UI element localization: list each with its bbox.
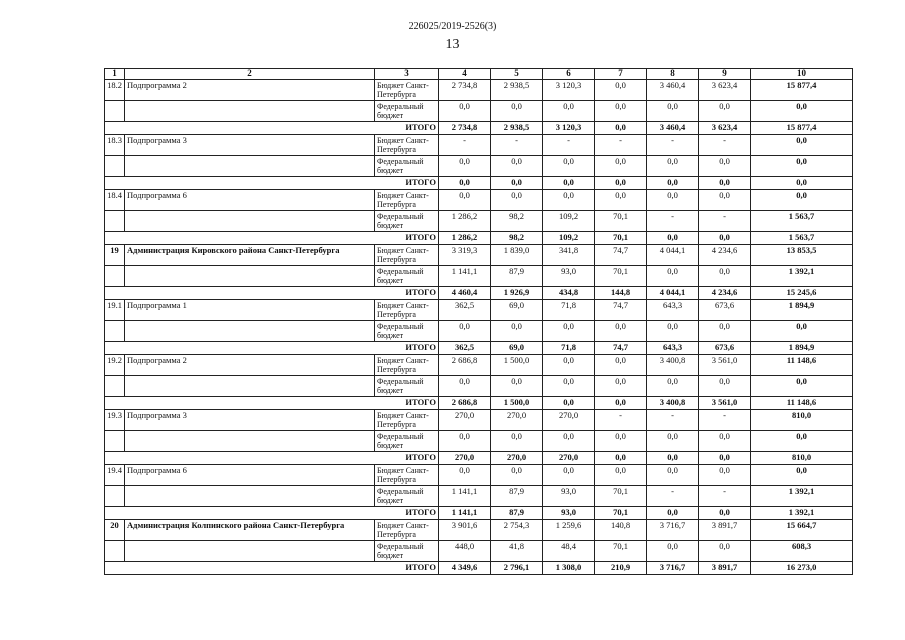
value-cell: 810,0 xyxy=(751,410,853,431)
row-name: Подпрограмма 6 xyxy=(125,465,375,486)
funding-source: Федеральный бюджет xyxy=(375,431,439,452)
total-value-cell: 1 500,0 xyxy=(491,397,543,410)
value-cell: 93,0 xyxy=(543,266,595,287)
row-number-empty xyxy=(105,541,125,562)
value-cell: 0,0 xyxy=(595,431,647,452)
value-cell: 2 734,8 xyxy=(439,80,491,101)
row-number-empty xyxy=(105,266,125,287)
value-cell: 0,0 xyxy=(439,431,491,452)
value-cell: 3 120,3 xyxy=(543,80,595,101)
row-name: Подпрограмма 6 xyxy=(125,190,375,211)
funding-source: Федеральный бюджет xyxy=(375,266,439,287)
value-cell: 0,0 xyxy=(647,465,699,486)
value-cell: 70,1 xyxy=(595,486,647,507)
funding-source: Федеральный бюджет xyxy=(375,156,439,177)
total-row xyxy=(105,177,853,190)
value-cell: 0,0 xyxy=(699,541,751,562)
value-cell: 98,2 xyxy=(491,211,543,232)
row-name-empty xyxy=(125,156,375,177)
value-cell: 0,0 xyxy=(647,541,699,562)
table-row xyxy=(105,156,853,177)
value-cell: 0,0 xyxy=(439,321,491,342)
value-cell: 0,0 xyxy=(647,156,699,177)
value-cell: 41,8 xyxy=(491,541,543,562)
value-cell: 93,0 xyxy=(543,486,595,507)
value-cell: 140,8 xyxy=(595,520,647,541)
total-value-cell: 0,0 xyxy=(647,232,699,245)
value-cell: 87,9 xyxy=(491,486,543,507)
value-cell: 1 839,0 xyxy=(491,245,543,266)
col-header: 4 xyxy=(439,69,491,80)
funding-source: Федеральный бюджет xyxy=(375,376,439,397)
total-value-cell: 70,1 xyxy=(595,232,647,245)
value-cell: 1 259,6 xyxy=(543,520,595,541)
value-cell: 0,0 xyxy=(751,376,853,397)
value-cell: 0,0 xyxy=(699,156,751,177)
value-cell: 3 901,6 xyxy=(439,520,491,541)
value-cell: 3 891,7 xyxy=(699,520,751,541)
budget-table xyxy=(104,68,853,575)
total-value-cell: 70,1 xyxy=(595,507,647,520)
row-number: 19.2 xyxy=(105,355,125,376)
value-cell: 3 319,3 xyxy=(439,245,491,266)
total-value-cell: 93,0 xyxy=(543,507,595,520)
total-label: ИТОГО xyxy=(105,562,439,575)
total-value-cell: 1 286,2 xyxy=(439,232,491,245)
total-value-cell: 0,0 xyxy=(491,177,543,190)
value-cell: 0,0 xyxy=(491,321,543,342)
row-number-empty xyxy=(105,431,125,452)
total-value-cell: 0,0 xyxy=(595,452,647,465)
value-cell: 0,0 xyxy=(543,101,595,122)
value-cell: 15 877,4 xyxy=(751,80,853,101)
value-cell: 0,0 xyxy=(439,101,491,122)
funding-source: Федеральный бюджет xyxy=(375,101,439,122)
funding-source: Бюджет Санкт-Петербурга xyxy=(375,135,439,156)
value-cell: 1 563,7 xyxy=(751,211,853,232)
total-value-cell: 210,9 xyxy=(595,562,647,575)
funding-source: Бюджет Санкт-Петербурга xyxy=(375,355,439,376)
table-row xyxy=(105,465,853,486)
table-row xyxy=(105,410,853,431)
value-cell: 0,0 xyxy=(595,376,647,397)
col-header: 2 xyxy=(125,69,375,80)
row-name-empty xyxy=(125,101,375,122)
total-value-cell: 0,0 xyxy=(595,122,647,135)
value-cell: - xyxy=(699,211,751,232)
total-value-cell: 0,0 xyxy=(439,177,491,190)
table-row xyxy=(105,266,853,287)
total-row xyxy=(105,122,853,135)
value-cell: 15 664,7 xyxy=(751,520,853,541)
row-name: Администрация Кировского района Санкт-Петербурга xyxy=(125,245,375,266)
total-value-cell: 0,0 xyxy=(699,452,751,465)
value-cell: 0,0 xyxy=(543,431,595,452)
total-row xyxy=(105,507,853,520)
value-cell: 109,2 xyxy=(543,211,595,232)
row-name-empty xyxy=(125,431,375,452)
total-value-cell: 4 349,6 xyxy=(439,562,491,575)
value-cell: 0,0 xyxy=(491,101,543,122)
value-cell: 0,0 xyxy=(699,465,751,486)
value-cell: 74,7 xyxy=(595,245,647,266)
funding-source: Бюджет Санкт-Петербурга xyxy=(375,410,439,431)
total-value-cell: 270,0 xyxy=(439,452,491,465)
total-value-cell: 98,2 xyxy=(491,232,543,245)
value-cell: 70,1 xyxy=(595,211,647,232)
total-value-cell: 16 273,0 xyxy=(751,562,853,575)
value-cell: 4 234,6 xyxy=(699,245,751,266)
value-cell: 0,0 xyxy=(699,376,751,397)
row-number-empty xyxy=(105,376,125,397)
total-value-cell: 69,0 xyxy=(491,342,543,355)
table-row xyxy=(105,245,853,266)
total-label: ИТОГО xyxy=(105,122,439,135)
table-row xyxy=(105,101,853,122)
row-name: Подпрограмма 3 xyxy=(125,135,375,156)
table-row xyxy=(105,300,853,321)
value-cell: 87,9 xyxy=(491,266,543,287)
total-value-cell: 362,5 xyxy=(439,342,491,355)
total-value-cell: 4 234,6 xyxy=(699,287,751,300)
table-row xyxy=(105,80,853,101)
table-header-row xyxy=(105,69,853,80)
col-header: 1 xyxy=(105,69,125,80)
value-cell: 70,1 xyxy=(595,266,647,287)
value-cell: 448,0 xyxy=(439,541,491,562)
row-number-empty xyxy=(105,486,125,507)
total-value-cell: 0,0 xyxy=(647,452,699,465)
value-cell: 0,0 xyxy=(595,190,647,211)
row-name-empty xyxy=(125,266,375,287)
value-cell: - xyxy=(699,410,751,431)
total-value-cell: 4 460,4 xyxy=(439,287,491,300)
value-cell: 3 460,4 xyxy=(647,80,699,101)
value-cell: 0,0 xyxy=(647,101,699,122)
total-row xyxy=(105,287,853,300)
value-cell: 0,0 xyxy=(543,156,595,177)
value-cell: 0,0 xyxy=(439,465,491,486)
value-cell: 673,6 xyxy=(699,300,751,321)
value-cell: 4 044,1 xyxy=(647,245,699,266)
table-row xyxy=(105,135,853,156)
total-value-cell: 0,0 xyxy=(699,507,751,520)
table-row xyxy=(105,355,853,376)
value-cell: 0,0 xyxy=(751,431,853,452)
total-value-cell: 3 400,8 xyxy=(647,397,699,410)
total-row xyxy=(105,452,853,465)
total-value-cell: 1 926,9 xyxy=(491,287,543,300)
row-name-empty xyxy=(125,321,375,342)
total-row xyxy=(105,232,853,245)
funding-source: Федеральный бюджет xyxy=(375,321,439,342)
total-value-cell: 0,0 xyxy=(595,177,647,190)
value-cell: 270,0 xyxy=(543,410,595,431)
value-cell: - xyxy=(439,135,491,156)
col-header: 6 xyxy=(543,69,595,80)
total-value-cell: 2 796,1 xyxy=(491,562,543,575)
funding-source: Бюджет Санкт-Петербурга xyxy=(375,300,439,321)
funding-source: Бюджет Санкт-Петербурга xyxy=(375,465,439,486)
total-value-cell: 144,8 xyxy=(595,287,647,300)
value-cell: 0,0 xyxy=(595,80,647,101)
total-value-cell: 1 894,9 xyxy=(751,342,853,355)
value-cell: 0,0 xyxy=(491,431,543,452)
value-cell: - xyxy=(595,410,647,431)
row-number-empty xyxy=(105,156,125,177)
total-value-cell: 270,0 xyxy=(491,452,543,465)
value-cell: 0,0 xyxy=(543,355,595,376)
row-number: 18.3 xyxy=(105,135,125,156)
value-cell: 0,0 xyxy=(491,156,543,177)
total-value-cell: 74,7 xyxy=(595,342,647,355)
row-name-empty xyxy=(125,486,375,507)
total-label: ИТОГО xyxy=(105,342,439,355)
total-value-cell: 1 141,1 xyxy=(439,507,491,520)
value-cell: - xyxy=(699,486,751,507)
total-value-cell: 1 392,1 xyxy=(751,507,853,520)
total-value-cell: 0,0 xyxy=(647,507,699,520)
table-row xyxy=(105,520,853,541)
value-cell: 0,0 xyxy=(543,465,595,486)
table-row xyxy=(105,211,853,232)
total-value-cell: 15 245,6 xyxy=(751,287,853,300)
row-name: Подпрограмма 2 xyxy=(125,355,375,376)
document-number: 226025/2019-2526(3) xyxy=(408,21,497,32)
row-name: Администрация Колпинского района Санкт-Петербурга xyxy=(125,520,375,541)
value-cell: 2 754,3 xyxy=(491,520,543,541)
value-cell: 0,0 xyxy=(751,321,853,342)
col-header: 3 xyxy=(375,69,439,80)
total-value-cell: 0,0 xyxy=(647,177,699,190)
value-cell: 0,0 xyxy=(699,190,751,211)
value-cell: 0,0 xyxy=(751,156,853,177)
total-label: ИТОГО xyxy=(105,452,439,465)
value-cell: - xyxy=(543,135,595,156)
value-cell: 3 623,4 xyxy=(699,80,751,101)
total-row xyxy=(105,342,853,355)
value-cell: 1 286,2 xyxy=(439,211,491,232)
value-cell: 0,0 xyxy=(751,465,853,486)
col-header: 8 xyxy=(647,69,699,80)
funding-source: Федеральный бюджет xyxy=(375,486,439,507)
total-value-cell: 0,0 xyxy=(699,177,751,190)
value-cell: - xyxy=(699,135,751,156)
row-number: 19.4 xyxy=(105,465,125,486)
row-number: 19.1 xyxy=(105,300,125,321)
total-label: ИТОГО xyxy=(105,397,439,410)
total-label: ИТОГО xyxy=(105,177,439,190)
total-value-cell: 3 891,7 xyxy=(699,562,751,575)
total-value-cell: 1 308,0 xyxy=(543,562,595,575)
value-cell: 270,0 xyxy=(439,410,491,431)
col-header: 10 xyxy=(751,69,853,80)
value-cell: 71,8 xyxy=(543,300,595,321)
row-number-empty xyxy=(105,211,125,232)
col-header: 9 xyxy=(699,69,751,80)
value-cell: - xyxy=(647,410,699,431)
value-cell: 608,3 xyxy=(751,541,853,562)
value-cell: 0,0 xyxy=(751,135,853,156)
value-cell: 1 894,9 xyxy=(751,300,853,321)
value-cell: 0,0 xyxy=(491,376,543,397)
total-value-cell: 87,9 xyxy=(491,507,543,520)
value-cell: 0,0 xyxy=(647,321,699,342)
total-value-cell: 0,0 xyxy=(751,177,853,190)
value-cell: 0,0 xyxy=(699,101,751,122)
value-cell: 2 938,5 xyxy=(491,80,543,101)
value-cell: 2 686,8 xyxy=(439,355,491,376)
row-name-empty xyxy=(125,541,375,562)
row-number: 19.3 xyxy=(105,410,125,431)
value-cell: 0,0 xyxy=(543,190,595,211)
value-cell: 1 392,1 xyxy=(751,486,853,507)
table-row xyxy=(105,321,853,342)
value-cell: 270,0 xyxy=(491,410,543,431)
value-cell: 0,0 xyxy=(595,156,647,177)
value-cell: 0,0 xyxy=(595,355,647,376)
total-value-cell: 643,3 xyxy=(647,342,699,355)
row-name: Подпрограмма 2 xyxy=(125,80,375,101)
value-cell: 0,0 xyxy=(699,321,751,342)
total-value-cell: 15 877,4 xyxy=(751,122,853,135)
row-name: Подпрограмма 1 xyxy=(125,300,375,321)
value-cell: 1 392,1 xyxy=(751,266,853,287)
value-cell: 0,0 xyxy=(647,431,699,452)
total-value-cell: 0,0 xyxy=(543,397,595,410)
value-cell: 0,0 xyxy=(491,465,543,486)
total-label: ИТОГО xyxy=(105,287,439,300)
col-header: 7 xyxy=(595,69,647,80)
total-value-cell: 434,8 xyxy=(543,287,595,300)
row-number-empty xyxy=(105,321,125,342)
value-cell: 74,7 xyxy=(595,300,647,321)
funding-source: Федеральный бюджет xyxy=(375,211,439,232)
value-cell: - xyxy=(647,135,699,156)
total-value-cell: 1 563,7 xyxy=(751,232,853,245)
value-cell: 0,0 xyxy=(699,266,751,287)
total-value-cell: 0,0 xyxy=(543,177,595,190)
table-row xyxy=(105,541,853,562)
value-cell: 1 141,1 xyxy=(439,266,491,287)
value-cell: 3 400,8 xyxy=(647,355,699,376)
row-name: Подпрограмма 3 xyxy=(125,410,375,431)
funding-source: Бюджет Санкт-Петербурга xyxy=(375,520,439,541)
total-value-cell: 810,0 xyxy=(751,452,853,465)
table-row xyxy=(105,486,853,507)
value-cell: 0,0 xyxy=(595,321,647,342)
total-value-cell: 3 716,7 xyxy=(647,562,699,575)
value-cell: 643,3 xyxy=(647,300,699,321)
value-cell: 3 716,7 xyxy=(647,520,699,541)
total-value-cell: 11 148,6 xyxy=(751,397,853,410)
row-number: 18.2 xyxy=(105,80,125,101)
total-value-cell: 673,6 xyxy=(699,342,751,355)
value-cell: 0,0 xyxy=(543,321,595,342)
total-value-cell: 3 623,4 xyxy=(699,122,751,135)
total-row xyxy=(105,562,853,575)
total-value-cell: 2 938,5 xyxy=(491,122,543,135)
value-cell: 13 853,5 xyxy=(751,245,853,266)
value-cell: 0,0 xyxy=(595,101,647,122)
total-value-cell: 270,0 xyxy=(543,452,595,465)
value-cell: 341,8 xyxy=(543,245,595,266)
value-cell: 70,1 xyxy=(595,541,647,562)
col-header: 5 xyxy=(491,69,543,80)
value-cell: 48,4 xyxy=(543,541,595,562)
value-cell: - xyxy=(491,135,543,156)
value-cell: - xyxy=(647,486,699,507)
value-cell: 0,0 xyxy=(647,266,699,287)
value-cell: - xyxy=(647,211,699,232)
value-cell: 0,0 xyxy=(595,465,647,486)
value-cell: 0,0 xyxy=(439,156,491,177)
value-cell: 11 148,6 xyxy=(751,355,853,376)
value-cell: 0,0 xyxy=(543,376,595,397)
table-row xyxy=(105,431,853,452)
total-value-cell: 71,8 xyxy=(543,342,595,355)
funding-source: Бюджет Санкт-Петербурга xyxy=(375,190,439,211)
value-cell: 0,0 xyxy=(491,190,543,211)
row-number: 19 xyxy=(105,245,125,266)
table-body xyxy=(105,69,853,575)
value-cell: 0,0 xyxy=(439,190,491,211)
value-cell: 0,0 xyxy=(439,376,491,397)
value-cell: 1 500,0 xyxy=(491,355,543,376)
total-label: ИТОГО xyxy=(105,507,439,520)
total-value-cell: 109,2 xyxy=(543,232,595,245)
row-number: 18.4 xyxy=(105,190,125,211)
total-value-cell: 3 120,3 xyxy=(543,122,595,135)
value-cell: 0,0 xyxy=(647,190,699,211)
value-cell: 362,5 xyxy=(439,300,491,321)
value-cell: 1 141,1 xyxy=(439,486,491,507)
value-cell: 0,0 xyxy=(699,431,751,452)
total-value-cell: 2 686,8 xyxy=(439,397,491,410)
value-cell: 69,0 xyxy=(491,300,543,321)
row-name-empty xyxy=(125,211,375,232)
value-cell: 3 561,0 xyxy=(699,355,751,376)
total-label: ИТОГО xyxy=(105,232,439,245)
value-cell: 0,0 xyxy=(751,101,853,122)
table-row xyxy=(105,190,853,211)
total-row xyxy=(105,397,853,410)
total-value-cell: 0,0 xyxy=(595,397,647,410)
value-cell: 0,0 xyxy=(751,190,853,211)
row-number-empty xyxy=(105,101,125,122)
funding-source: Бюджет Санкт-Петербурга xyxy=(375,245,439,266)
page-number: 13 xyxy=(445,37,460,52)
funding-source: Федеральный бюджет xyxy=(375,541,439,562)
row-name-empty xyxy=(125,376,375,397)
total-value-cell: 3 561,0 xyxy=(699,397,751,410)
row-number: 20 xyxy=(105,520,125,541)
total-value-cell: 3 460,4 xyxy=(647,122,699,135)
funding-source: Бюджет Санкт-Петербурга xyxy=(375,80,439,101)
total-value-cell: 2 734,8 xyxy=(439,122,491,135)
table-row xyxy=(105,376,853,397)
total-value-cell: 4 044,1 xyxy=(647,287,699,300)
value-cell: - xyxy=(595,135,647,156)
total-value-cell: 0,0 xyxy=(699,232,751,245)
value-cell: 0,0 xyxy=(647,376,699,397)
